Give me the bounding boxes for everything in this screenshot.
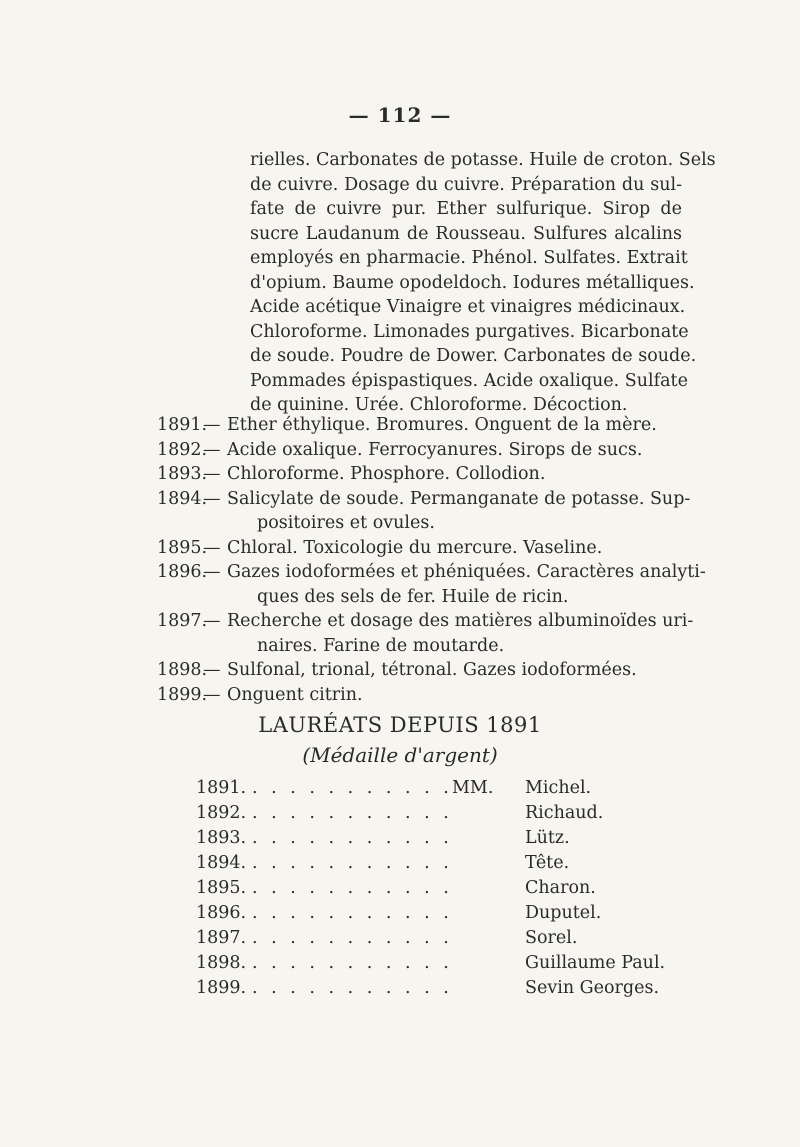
laureate-year: 1898.: [196, 953, 247, 973]
entry-year: 1892.: [157, 439, 208, 460]
laureate-name: Tête.: [525, 853, 570, 873]
laureate-name: Richaud.: [525, 803, 604, 823]
laureate-year: 1899.: [196, 978, 247, 998]
entry-text: naires. Farine de moutarde.: [257, 635, 505, 656]
laureate-row: [196, 976, 676, 1001]
text-line: fate de cuivre pur. Ether sulfurique. Sirop de: [250, 199, 682, 219]
entry-text: Chloral. Toxicologie du mercure. Vaseline.: [227, 537, 603, 558]
leader-dots: . . . . . . . . . . .: [252, 778, 453, 798]
laureate-year: 1894.: [196, 853, 247, 873]
entry-year: 1897.: [157, 611, 208, 631]
laureate-name: Guillaume Paul.: [525, 953, 666, 973]
entry-text: Sulfonal, trional, tétronal. Gazes iodoformées.: [227, 660, 637, 680]
entry-text: Recherche et dosage des matières albuminoïdes uri-: [227, 611, 694, 631]
laureate-row: [196, 801, 676, 826]
text-line: de soude. Poudre de Dower. Carbonates de soude.: [250, 346, 697, 366]
laureate-year: 1892.: [196, 803, 247, 823]
entry-text: Onguent citrin.: [227, 684, 363, 705]
leader-dots: . . . . . . . . . . .: [252, 853, 453, 873]
laureate-year: 1895.: [196, 878, 247, 898]
entry-text: ques des sels de fer. Huile de ricin.: [257, 586, 569, 607]
entry-year: 1899.: [157, 684, 208, 705]
entry-text: Salicylate de soude. Permanganate de potasse. Sup-: [227, 488, 691, 509]
laureate-name: Duputel.: [525, 903, 602, 923]
page-number: — 112 —: [348, 103, 452, 127]
entry-dash: —: [203, 415, 221, 435]
laureate-name: Lütz.: [525, 828, 570, 848]
entry-dash: —: [203, 611, 221, 631]
continuation-paragraph: [250, 148, 716, 418]
laureate-year: 1897.: [196, 928, 247, 948]
leader-dots: . . . . . . . . . . .: [252, 803, 453, 823]
entry-text: Gazes iodoformées et phéniquées. Caractères analyti-: [227, 562, 706, 582]
entry-dash: —: [203, 488, 221, 509]
entry-text: Ether éthylique. Bromures. Onguent de la mère.: [227, 415, 657, 435]
entry-year: 1893.: [157, 464, 208, 484]
text-line: employés en pharmacie. Phénol. Sulfates. Extrait: [250, 248, 688, 268]
entry-dash: —: [203, 439, 221, 460]
text-line: de cuivre. Dosage du cuivre. Préparation du sul-: [250, 174, 682, 195]
laureate-row: [196, 826, 676, 851]
entry-year: 1898.: [157, 660, 208, 680]
entry-1899: [157, 683, 682, 708]
entry-1893: [157, 462, 682, 487]
laureate-name: Michel.: [525, 778, 592, 798]
laureate-row: [196, 901, 676, 926]
text-line: sucre Laudanum de Rousseau. Sulfures alcalins: [250, 223, 682, 244]
leader-dots: . . . . . . . . . . .: [252, 953, 453, 973]
laureate-name: Sevin Georges.: [525, 978, 660, 998]
laureate-row: [196, 851, 676, 876]
entry-text: Acide oxalique. Ferrocyanures. Sirops de sucs.: [227, 439, 643, 460]
laureate-row: [196, 951, 676, 976]
text-line: Chloroforme. Limonades purgatives. Bicarbonate: [250, 321, 689, 342]
entry-dash: —: [203, 660, 221, 680]
laureate-year: 1896.: [196, 903, 247, 923]
entry-1894: [157, 487, 691, 536]
entry-year: 1894.: [157, 488, 208, 509]
laureates-subheading: (Médaille d'argent): [302, 743, 498, 767]
entry-year: 1896.: [157, 562, 208, 582]
yearly-entries: [157, 413, 706, 707]
entry-text: positoires et ovules.: [257, 513, 435, 533]
entry-dash: —: [203, 562, 221, 582]
entry-dash: —: [203, 684, 221, 705]
entry-1892: [157, 438, 682, 463]
laureate-name: Sorel.: [525, 928, 578, 948]
entry-1898: [157, 658, 682, 683]
text-line: d'opium. Baume opodeldoch. Iodures métalliques.: [250, 272, 695, 293]
text-line: Acide acétique Vinaigre et vinaigres médicinaux.: [250, 297, 686, 317]
entry-dash: —: [203, 537, 221, 558]
leader-dots: . . . . . . . . . . .: [252, 828, 453, 848]
entry-1891: [157, 413, 682, 438]
entry-dash: —: [203, 464, 221, 484]
laureate-row: [196, 926, 676, 951]
entry-text: Chloroforme. Phosphore. Collodion.: [227, 464, 546, 484]
entry-1895: [157, 536, 682, 561]
entry-year: 1891.: [157, 415, 208, 435]
leader-dots: . . . . . . . . . . .: [252, 903, 453, 923]
laureate-row: [196, 876, 676, 901]
leader-dots: . . . . . . . . . . .: [252, 978, 453, 998]
text-line: de quinine. Urée. Chloroforme. Décoction.: [250, 395, 628, 415]
laureate-name: Charon.: [525, 878, 596, 898]
leader-dots: . . . . . . . . . . .: [252, 928, 453, 948]
laureate-row: [196, 776, 676, 801]
entry-1896: [157, 560, 706, 609]
laureate-year: 1893.: [196, 828, 247, 848]
laureate-year: 1891.: [196, 778, 247, 798]
entry-1897: [157, 609, 694, 658]
text-line: rielles. Carbonates de potasse. Huile de croton. Sels: [250, 150, 716, 170]
laureates-list: [196, 776, 676, 1001]
entry-year: 1895.: [157, 537, 208, 558]
laureate-title: MM.: [452, 778, 494, 798]
leader-dots: . . . . . . . . . . .: [252, 878, 453, 898]
laureates-heading: LAURÉATS DEPUIS 1891: [258, 713, 542, 737]
text-line: Pommades épispastiques. Acide oxalique. Sulfate: [250, 370, 688, 391]
